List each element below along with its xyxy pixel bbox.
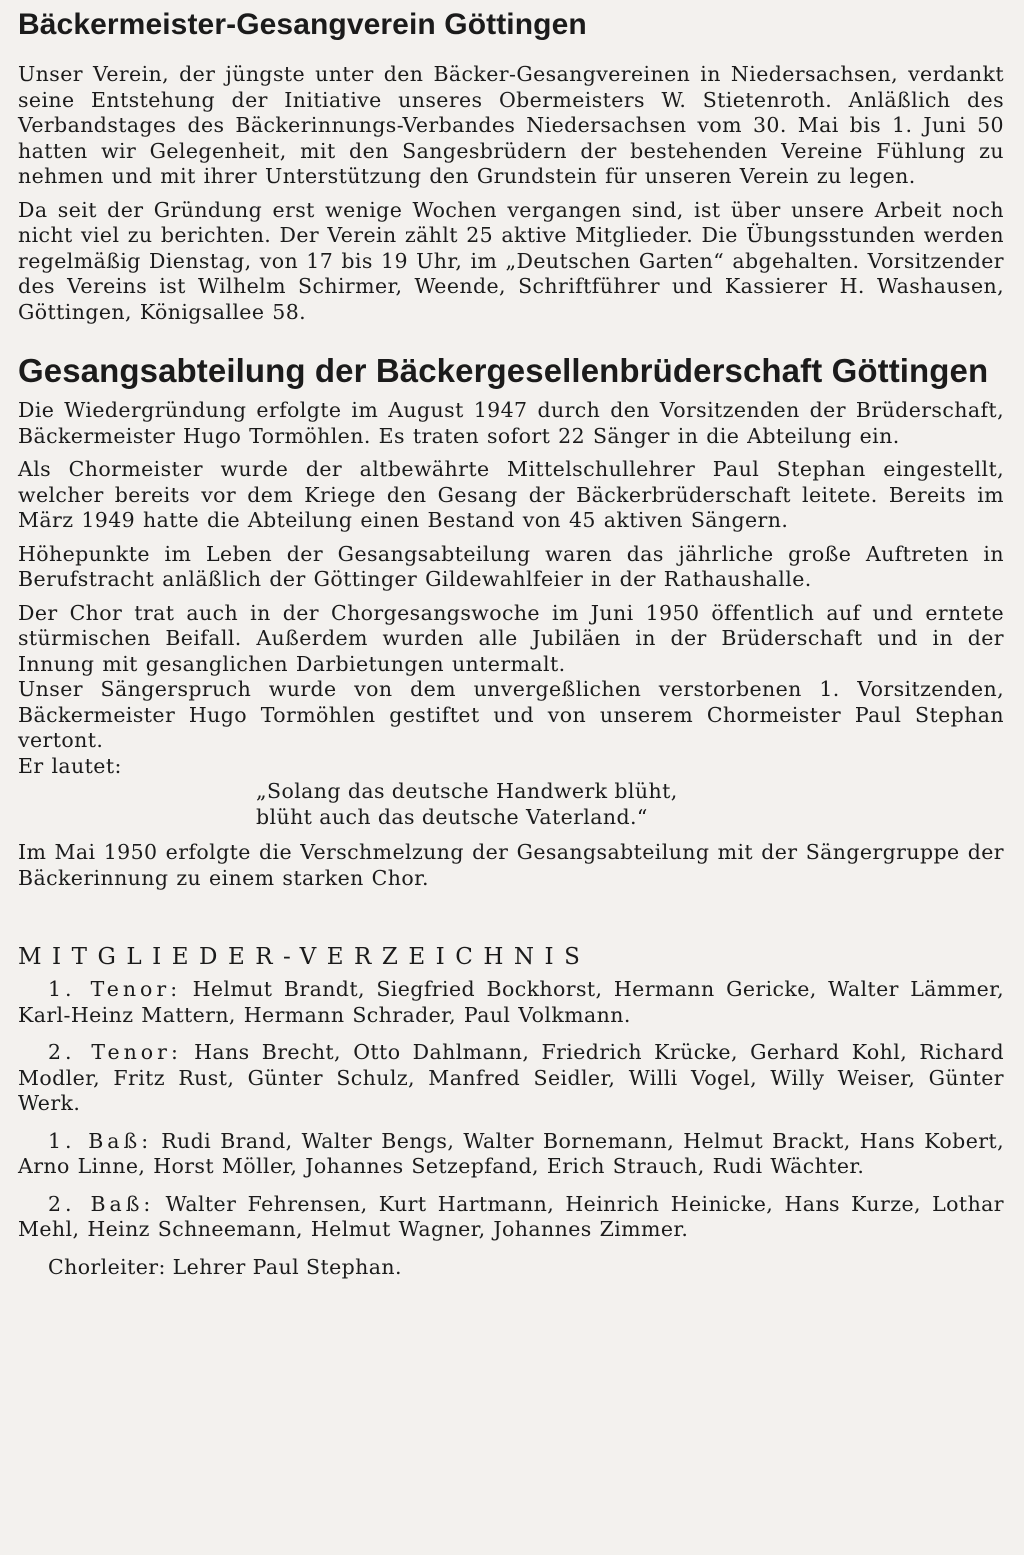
saengerspruch-quote: [256, 779, 1004, 830]
paragraph: Im Mai 1950 erfolgte die Verschmelzung der Gesangsabteilung mit der Sängergruppe der Bäckerinnung zu einem starken Chor.: [18, 840, 1004, 890]
members-heading: MITGLIEDER-VERZEICHNIS: [18, 944, 591, 970]
paragraph: Da seit der Gründung erst wenige Wochen vergangen sind, ist über unsere Arbeit noch nicht viel zu berichten. Der Verein zählt 25 aktive Mitglieder. Die Übungsstunden werden regelmäßig Dienstag, von 17 bis 19 Uhr, im „Deutschen Garten“ abgehalten. Vorsitzender des Vereins ist Wilhelm Schirmer, Weende, Schriftführer und Kassierer H. Washausen, Göttingen, Königsallee 58.: [18, 197, 1004, 324]
chorleiter-line: Chorleiter: Lehrer Paul Stephan.: [48, 1254, 402, 1279]
voice-label: 1. Baß:: [48, 1128, 153, 1153]
member-group: [18, 1129, 1004, 1180]
member-group: [18, 1040, 1004, 1117]
paragraph: Als Chormeister wurde der altbewährte Mittelschullehrer Paul Stephan eingestellt, welcher bereits vor dem Kriege den Gesang der Bäckerbrüderschaft leitete. Bereits im März 1949 hatte die Abteilung einen Bestand von 45 aktiven Sängern.: [18, 457, 1004, 532]
paragraph: Unser Sängerspruch wurde von dem unvergeßlichen verstorbenen 1. Vorsitzenden, Bäckermeister Hugo Tormöhlen gestiftet und von unserem Chormeister Paul Stephan vertont.: [18, 677, 1004, 752]
section-title-gesangsabteilung: Gesangsabteilung der Bäckergesellenbrüderschaft Göttingen: [18, 352, 989, 389]
section-title-verein: Bäckermeister-Gesangverein Göttingen: [18, 8, 587, 41]
member-group: [18, 1192, 1004, 1243]
paragraph: Höhepunkte im Leben der Gesangsabteilung waren das jährliche große Auftreten in Berufstracht anläßlich der Göttinger Gildewahlfeier in der Rathaushalle.: [18, 541, 1004, 591]
member-names: Walter Fehrensen, Kurt Hartmann, Heinrich Heinicke, Hans Kurze, Lothar Mehl, Heinz Schneemann, Helmut Wagner, Johannes Zimmer.: [18, 1191, 1004, 1241]
member-names: Rudi Brand, Walter Bengs, Walter Bornemann, Helmut Brackt, Hans Kobert, Arno Linne, Horst Möller, Johannes Setzepfand, Erich Strauch, Rudi Wächter.: [18, 1128, 1004, 1178]
member-group: [18, 977, 1004, 1028]
member-names: Hans Brecht, Otto Dahlmann, Friedrich Krücke, Gerhard Kohl, Richard Modler, Fritz Rust, Günter Schulz, Manfred Seidler, Willi Vogel, Willy Weiser, Günter Werk.: [18, 1040, 1004, 1115]
paragraph: Die Wiedergründung erfolgte im August 1947 durch den Vorsitzenden der Brüderschaft, Bäckermeister Hugo Tormöhlen. Es traten sofort 22 Sänger in die Abteilung ein.: [18, 398, 1004, 448]
paragraph: Der Chor trat auch in der Chorgesangswoche im Juni 1950 öffentlich auf und erntete stürmischen Beifall. Außerdem wurden alle Jubiläen in der Brüderschaft und in der Innung mit gesanglichen Darbietungen untermalt.: [18, 600, 1004, 676]
quote-intro: Er lautet:: [18, 753, 122, 778]
quote-line: blüht auch das deutsche Vaterland.“: [256, 804, 648, 829]
member-names: Helmut Brandt, Siegfried Bockhorst, Hermann Gericke, Walter Lämmer, Karl-Heinz Mattern, Hermann Schrader, Paul Volkmann.: [18, 977, 1004, 1027]
quote-line: „Solang das deutsche Handwerk blüht,: [256, 779, 678, 803]
paragraph: Unser Verein, der jüngste unter den Bäcker-Gesangvereinen in Niedersachsen, verdankt seine Entstehung der Initiative unseres Obermeisters W. Stietenroth. Anläßlich des Verbandstages des Bäckerinnungs-Verbandes Niedersachsen vom 30. Mai bis 1. Juni 50 hatten wir Gelegenheit, mit den Sangesbrüdern der bestehenden Vereine Fühlung zu nehmen und mit ihrer Unterstützung den Grundstein für unseren Verein zu legen.: [18, 62, 1004, 188]
voice-label: 2. Baß:: [48, 1191, 155, 1216]
voice-label: 1. Tenor:: [48, 977, 182, 1001]
voice-label: 2. Tenor:: [48, 1040, 182, 1064]
